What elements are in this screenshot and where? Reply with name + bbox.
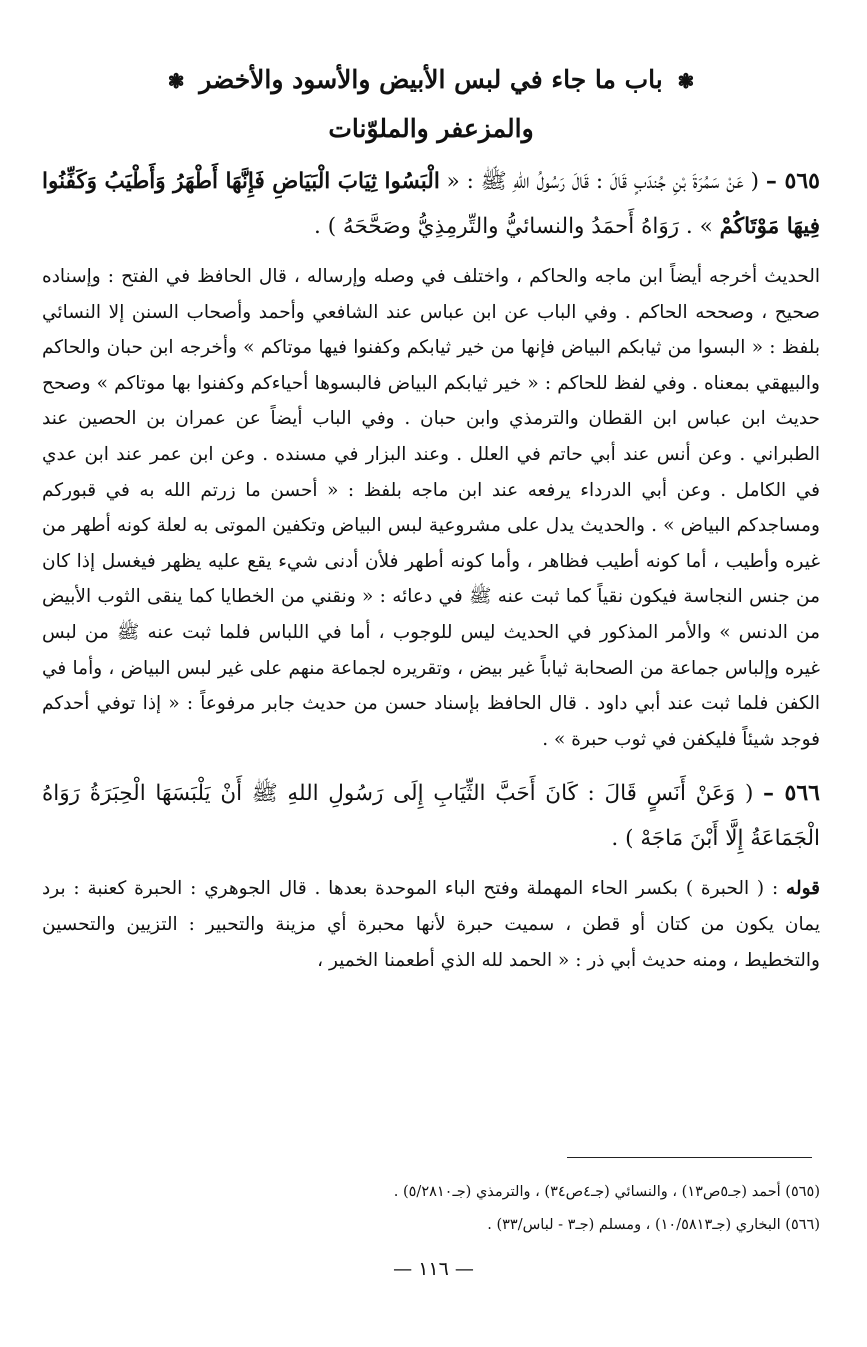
hadith-closing: » . رَوَاهُ أَحمَدُ والنسائيُّ والتِّرمِذِيُّ وصَحَّحَهُ ) .: [314, 214, 720, 239]
hadith-number: ٥٦٦ –: [763, 780, 820, 807]
ornament-star-icon: ❃: [677, 69, 695, 93]
commentary-565: الحديث أخرجه أيضاً ابن ماجه والحاكم ، واختلف في وصله وإرساله ، قال الحافظ في الفتح : وإسناده صحيح ، وصححه الحاكم . وفي الباب عن ابن عباس عند الشافعي وأحمد وأصحاب السنن إلا النسائي بلفظ : « البسوا من ثيابكم البياض فإنها من خير ثيابكم وكفنوا فيها موتاكم » وأخرجه ابن حبان والحاكم والبيهقي بمعناه . وفي لفظ للحاكم : « خير ثيابكم البياض فالبسوها أحياءكم وكفنوا بها موتاكم » وصحح حديث ابن عباس ابن القطان والترمذي وابن حبان . وفي الباب أيضاً عن عمران بن الحصين عند الطبراني . وعن أنس عند أبي حاتم في العلل . وعند البزار في مسنده . وعن ابن عمر عند ابن عدي في الكامل . وعن أبي الدرداء يرفعه عند ابن ماجه بلفظ : « أحسن ما زرتم الله به في قبوركم ومساجدكم البياض » . والحديث يدل على مشروعية لبس البياض وتكفين الموتى به لعلة كونه أطهر من غيره وأطيب ، أما كونه أطيب فظاهر ، وأما كونه أطهر فلأن أدنى شيء يقع عليه يظهر فيغسل إذا كان من جنس النجاسة فيكون نقياً كما ثبت عنه ﷺ في دعائه : « ونقني من الخطايا كما ينقى الثوب الأبيض من الدنس » والأمر المذكور في الحديث ليس للوجوب ، أما في اللباس فلما ثبت عنه ﷺ من لبس غيره وإلباس جماعة من الصحابة ثياباً غير بيض ، وتقريره لجماعة منهم على غير لبس البياض ، وأما في الكفن فلما ثبت عند أبي داود . قال الحافظ بإسناد حسن من حديث جابر مرفوعاً : « إذا توفي أحدكم فوجد شيئاً فليكفن في ثوب حبرة » .: [42, 266, 820, 750]
footnotes: [42, 1176, 820, 1242]
chapter-title: [42, 56, 820, 153]
ornament-star-icon: ❃: [167, 69, 185, 93]
hadith-matn: الْبَسُوا ثِيَابَ الْبَيَاضِ فَإِنَّهَا أَطْهَرُ وَأَطْيَبُ وَكَفِّنُوا فِيهَا مَوْتَاكُمْ: [42, 169, 820, 239]
hadith-566: [42, 771, 820, 861]
hadith-matn: ( وَعَنْ أَنَسٍ قَالَ : كَانَ أَحَبَّ الثِّيَابِ إِلَى رَسُولِ اللهِ ﷺ أَنْ يَلْبَسَهَا الْحِبَرَةُ رَوَاهُ الْجَمَاعَةُ إِلَّا أَبْنَ مَاجَهْ ) .: [42, 781, 820, 852]
page-number: — ١١٦ —: [393, 1258, 474, 1280]
footnote-566: (٥٦٦) البخاري (جـ١٠/٥٨١٣) ، ومسلم (جـ٣ - لباس/٣٣) .: [487, 1217, 820, 1233]
commentary-lead: قوله: [786, 878, 820, 900]
page-body: [42, 56, 820, 992]
chapter-title-line2: والمزعفر والملوّنات: [328, 114, 534, 143]
footnote-divider: [567, 1157, 812, 1158]
footnote-565: (٥٦٥) أحمد (جـ٥ص١٣) ، والنسائي (جـ٤ص٣٤) ، والترمذي (جـ٥/٢٨١٠) .: [393, 1184, 820, 1200]
hadith-565: [42, 159, 820, 249]
chapter-title-line1: باب ما جاء في لبس الأبيض والأسود والأخضر: [199, 65, 663, 94]
commentary-566: [42, 871, 820, 978]
hadith-opening: ( عَنْ سَمُرَةَ بْنِ جُندَبٍ قَالَ : قَالَ رَسُولُ اللهِ ﷺ : «: [439, 169, 766, 194]
hadith-number: ٥٦٥ –: [765, 168, 820, 194]
commentary-text: : ( الحبرة ) بكسر الحاء المهملة وفتح الباء الموحدة بعدها . قال الجوهري : الحبرة كعنبة : برد يمان يكون من كتان أو قطن ، سميت حبرة لأنها محبرة أي مزينة والتحبير : التزيين والتحسين والتخطيط ، ومنه حديث أبي ذر : « الحمد لله الذي أطعمنا الخمير ،: [42, 878, 820, 971]
